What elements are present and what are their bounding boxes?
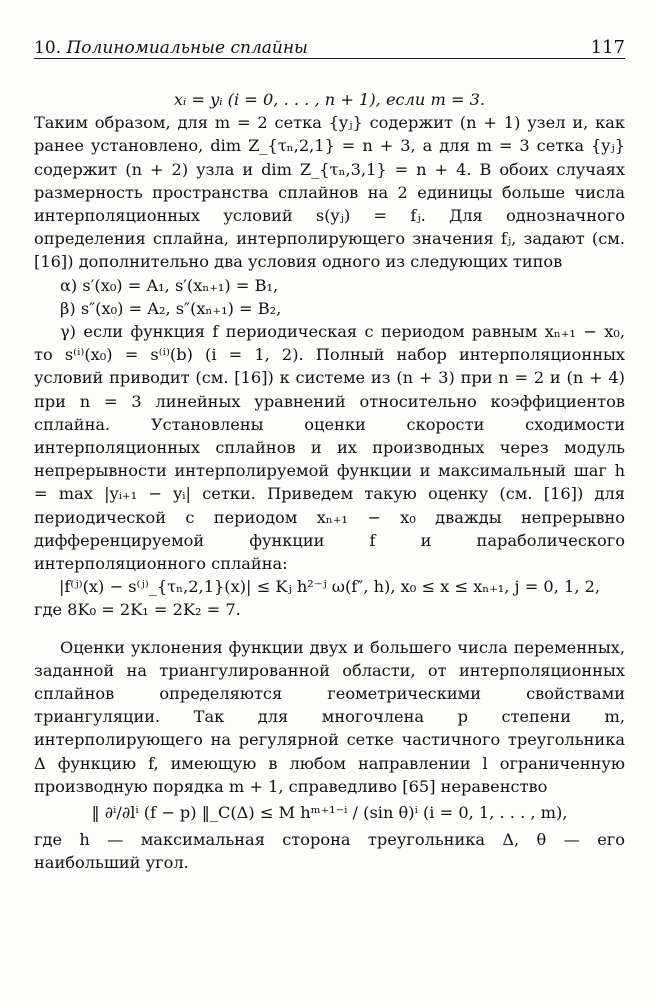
constants-line: где 8K₀ = 2K₁ = 2K₂ = 7. [34,600,241,620]
condition-alpha: α) s′(x₀) = A₁, s′(xₙ₊₁) = B₁, [60,275,279,295]
running-header [34,28,625,59]
section-number: 10. [34,38,62,58]
formula-inequality: ‖ ∂ⁱ/∂lⁱ (f − p) ‖_C(Δ) ≤ M hᵐ⁺¹⁻ⁱ / (sin θ)ⁱ (i = 0, 1, . . . , m), [91,803,568,823]
paragraph-grid-dimensions: Таким образом, для m = 2 сетка {yⱼ} содержит (n + 1) узел и, как ранее установлено, dim Z_{τₙ,2,1} = n + 3, а для m = 3 сетка {yⱼ} содержит (n + 2) узла и dim Z_{τₙ,3,1} = n + 4. В обоих случаях размерность пространства сплайнов на 2 единицы больше числа интерполяционных условий s(yⱼ) = fⱼ. Для однозначного определения сплайна, интерполирующего значения fⱼ, задают (см. [16]) дополнительно два условия одного из следующих типов [34,113,625,272]
formula-top: xᵢ = yᵢ (i = 0, . . . , n + 1), если m = 3. [173,90,486,109]
formula-spline-estimate: |f⁽ʲ⁾(x) − s⁽ʲ⁾_{τₙ,2,1}(x)| ≤ Kⱼ h²⁻ʲ ω(f″, h), x₀ ≤ x ≤ xₙ₊₁, j = 0, 1, 2, [58,577,601,597]
header-left [34,38,308,58]
condition-beta: β) s″(x₀) = A₂, s″(xₙ₊₁) = B₂, [60,298,282,318]
paragraph-multivariate: Оценки уклонения функции двух и большего числа переменных, заданной на триангулированной области, от интерполяционных сплайнов определяются геометрическими свойствами триангуляции. Так для многочлена p степени m, интерполирующего на регулярной сетке частичного треугольника Δ функцию f, имеющую в любом направлении l ограниченную производную порядка m + 1, справедливо [65] неравенство [34,637,625,796]
page-body [34,88,625,875]
paragraph-definitions: где h — максимальная сторона треугольника Δ, θ — его наибольший угол. [34,830,625,873]
section-title: Полиномиальные сплайны [66,38,308,58]
condition-gamma: γ) если функция f периодическая с периодом равным xₙ₊₁ − x₀, то s⁽ⁱ⁾(x₀) = s⁽ⁱ⁾(b) (i = 1, 2). Полный набор интерполяционных условий приводит (см. [16]) к системе из (n + 3) при n = 2 и (n + 4) при n = 3 линейных уравнений относительно коэффициентов сплайна. Установлены оценки скорости сходимости интерполяционных сплайнов и их производных через модуль непрерывности интерполируемой функции и максимальный шаг h = max |yᵢ₊₁ − yᵢ| сетки. Приведем такую оценку (см. [16]) для периодической с периодом xₙ₊₁ − x₀ дважды непрерывно дифференцируемой функции f и параболического интерполяционного сплайна: [34,322,625,574]
page-number: 117 [590,37,625,58]
